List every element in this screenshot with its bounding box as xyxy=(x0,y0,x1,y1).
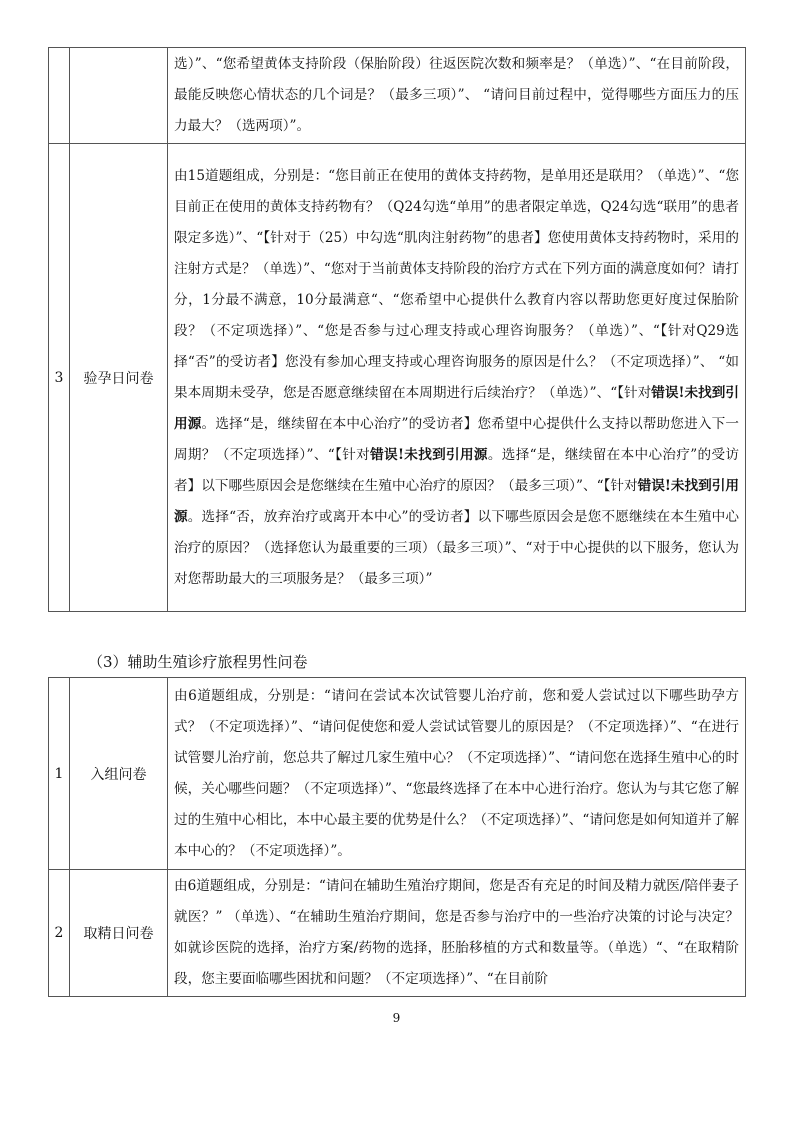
table-row xyxy=(49,870,746,997)
questionnaire-table-men xyxy=(48,677,746,997)
description-text: 。选择“是，继续留在本中心治疗”的受访者】以下哪些原因会是您继续在生殖中心治疗的原因？（最多三项）”、“【针对 xyxy=(174,446,740,494)
row-description xyxy=(168,48,746,144)
row-questionnaire-name: 入组问卷 xyxy=(70,678,168,870)
error-reference-text: 错误!未找到引用源 xyxy=(174,477,740,525)
description-text: 。选择“是，继续留在本中心治疗”的受访者】您希望中心提供什么支持以帮助您进入下一周期？（不定项选择）”、“【针对 xyxy=(174,415,739,463)
description-text: 。选择“否，放弃治疗或离开本中心”的受访者】以下哪些原因会是您不愿继续在本生殖中心治疗的原因？（选择您认为最重要的三项）（最多三项）”、“对于中心提供的以下服务，您认为对您帮助最大的三项服务是？（最多三项）” xyxy=(174,508,739,587)
table-row xyxy=(49,48,746,144)
row-number xyxy=(49,48,70,144)
page-number: 9 xyxy=(392,1011,401,1025)
row-number: 2 xyxy=(49,870,70,997)
description-text: 由6道题组成，分别是：“请问在辅助生殖治疗期间，您是否有充足的时间及精力就医/陪伴妻子就医？” （单选）、“在辅助生殖治疗期间，您是否参与治疗中的一些治疗决策的讨论与决定？如就诊医院的选择，治疗方案/药物的选择，胚胎移植的方式和数量等。（单选）“、“在取精阶段，您主要面临哪些困扰和问题？（不定项选择）”、“在目前阶 xyxy=(174,878,739,987)
error-reference-text: 错误!未找到引用源 xyxy=(174,384,740,432)
row-questionnaire-name: 取精日问卷 xyxy=(70,870,168,997)
row-description xyxy=(168,870,746,997)
error-reference-text: 错误!未找到引用源 xyxy=(370,446,488,463)
row-questionnaire-name xyxy=(70,48,168,144)
questionnaire-table-women xyxy=(48,47,746,612)
table-row xyxy=(49,144,746,612)
description-text: 由6道题组成，分别是：“请问在尝试本次试管婴儿治疗前，您和爱人尝试过以下哪些助孕方式？（不定项选择）”、“请问促使您和爱人尝试试管婴儿的原因是？（不定项选择）”、“在进行试管婴儿治疗前，您总共了解过几家生殖中心？（不定项选择）”、“请问您在选择生殖中心的时候，关心哪些问题？（不定项选择）”、“您最终选择了在本中心进行治疗。您认为与其它您了解过的生殖中心相比，本中心最主要的优势是什么？（不定项选择）”、“请问您是如何知道并了解本中心的？（不定项选择）”。 xyxy=(174,687,739,859)
description-text: 选）”、“您希望黄体支持阶段（保胎阶段）往返医院次数和频率是？（单选）”、“在目前阶段，最能反映您心情状态的几个词是？（最多三项）”、 “请问目前过程中，觉得哪些方面压力的压力最大？（选两项）”。 xyxy=(174,56,739,134)
description-text: 由15道题组成，分别是：“您目前正在使用的黄体支持药物，是单用还是联用？（单选）”、“您目前正在使用的黄体支持药物有？（Q24勾选“单用”的患者限定单选，Q24勾选“联用”的患者限定多选）”、“【针对于（25）中勾选“肌肉注射药物”的患者】您使用黄体支持药物时，采用的注射方式是？（单选）”、“您对于当前黄体支持阶段的治疗方式在下列方面的满意度如何？请打分，1分最不满意，10分最满意“、“您希望中心提供什么教育内容以帮助您更好度过保胎阶段？（不定项选择）”、“您是否参与过心理支持或心理咨询服务？（单选）”、“【针对Q29选择“否”的受访者】您没有参加心理支持或心理咨询服务的原因是什么？（不定项选择）”、 “如果本周期未受孕，您是否愿意继续留在本周期进行后续治疗？（单选）”、“【针对 xyxy=(174,167,739,401)
row-number: 3 xyxy=(49,144,70,612)
section-heading: （3）辅助生殖诊疗旅程男性问卷 xyxy=(88,653,308,671)
row-description xyxy=(168,678,746,870)
row-description xyxy=(168,144,746,612)
row-number: 1 xyxy=(49,678,70,870)
table-row xyxy=(49,678,746,870)
row-questionnaire-name: 验孕日问卷 xyxy=(70,144,168,612)
